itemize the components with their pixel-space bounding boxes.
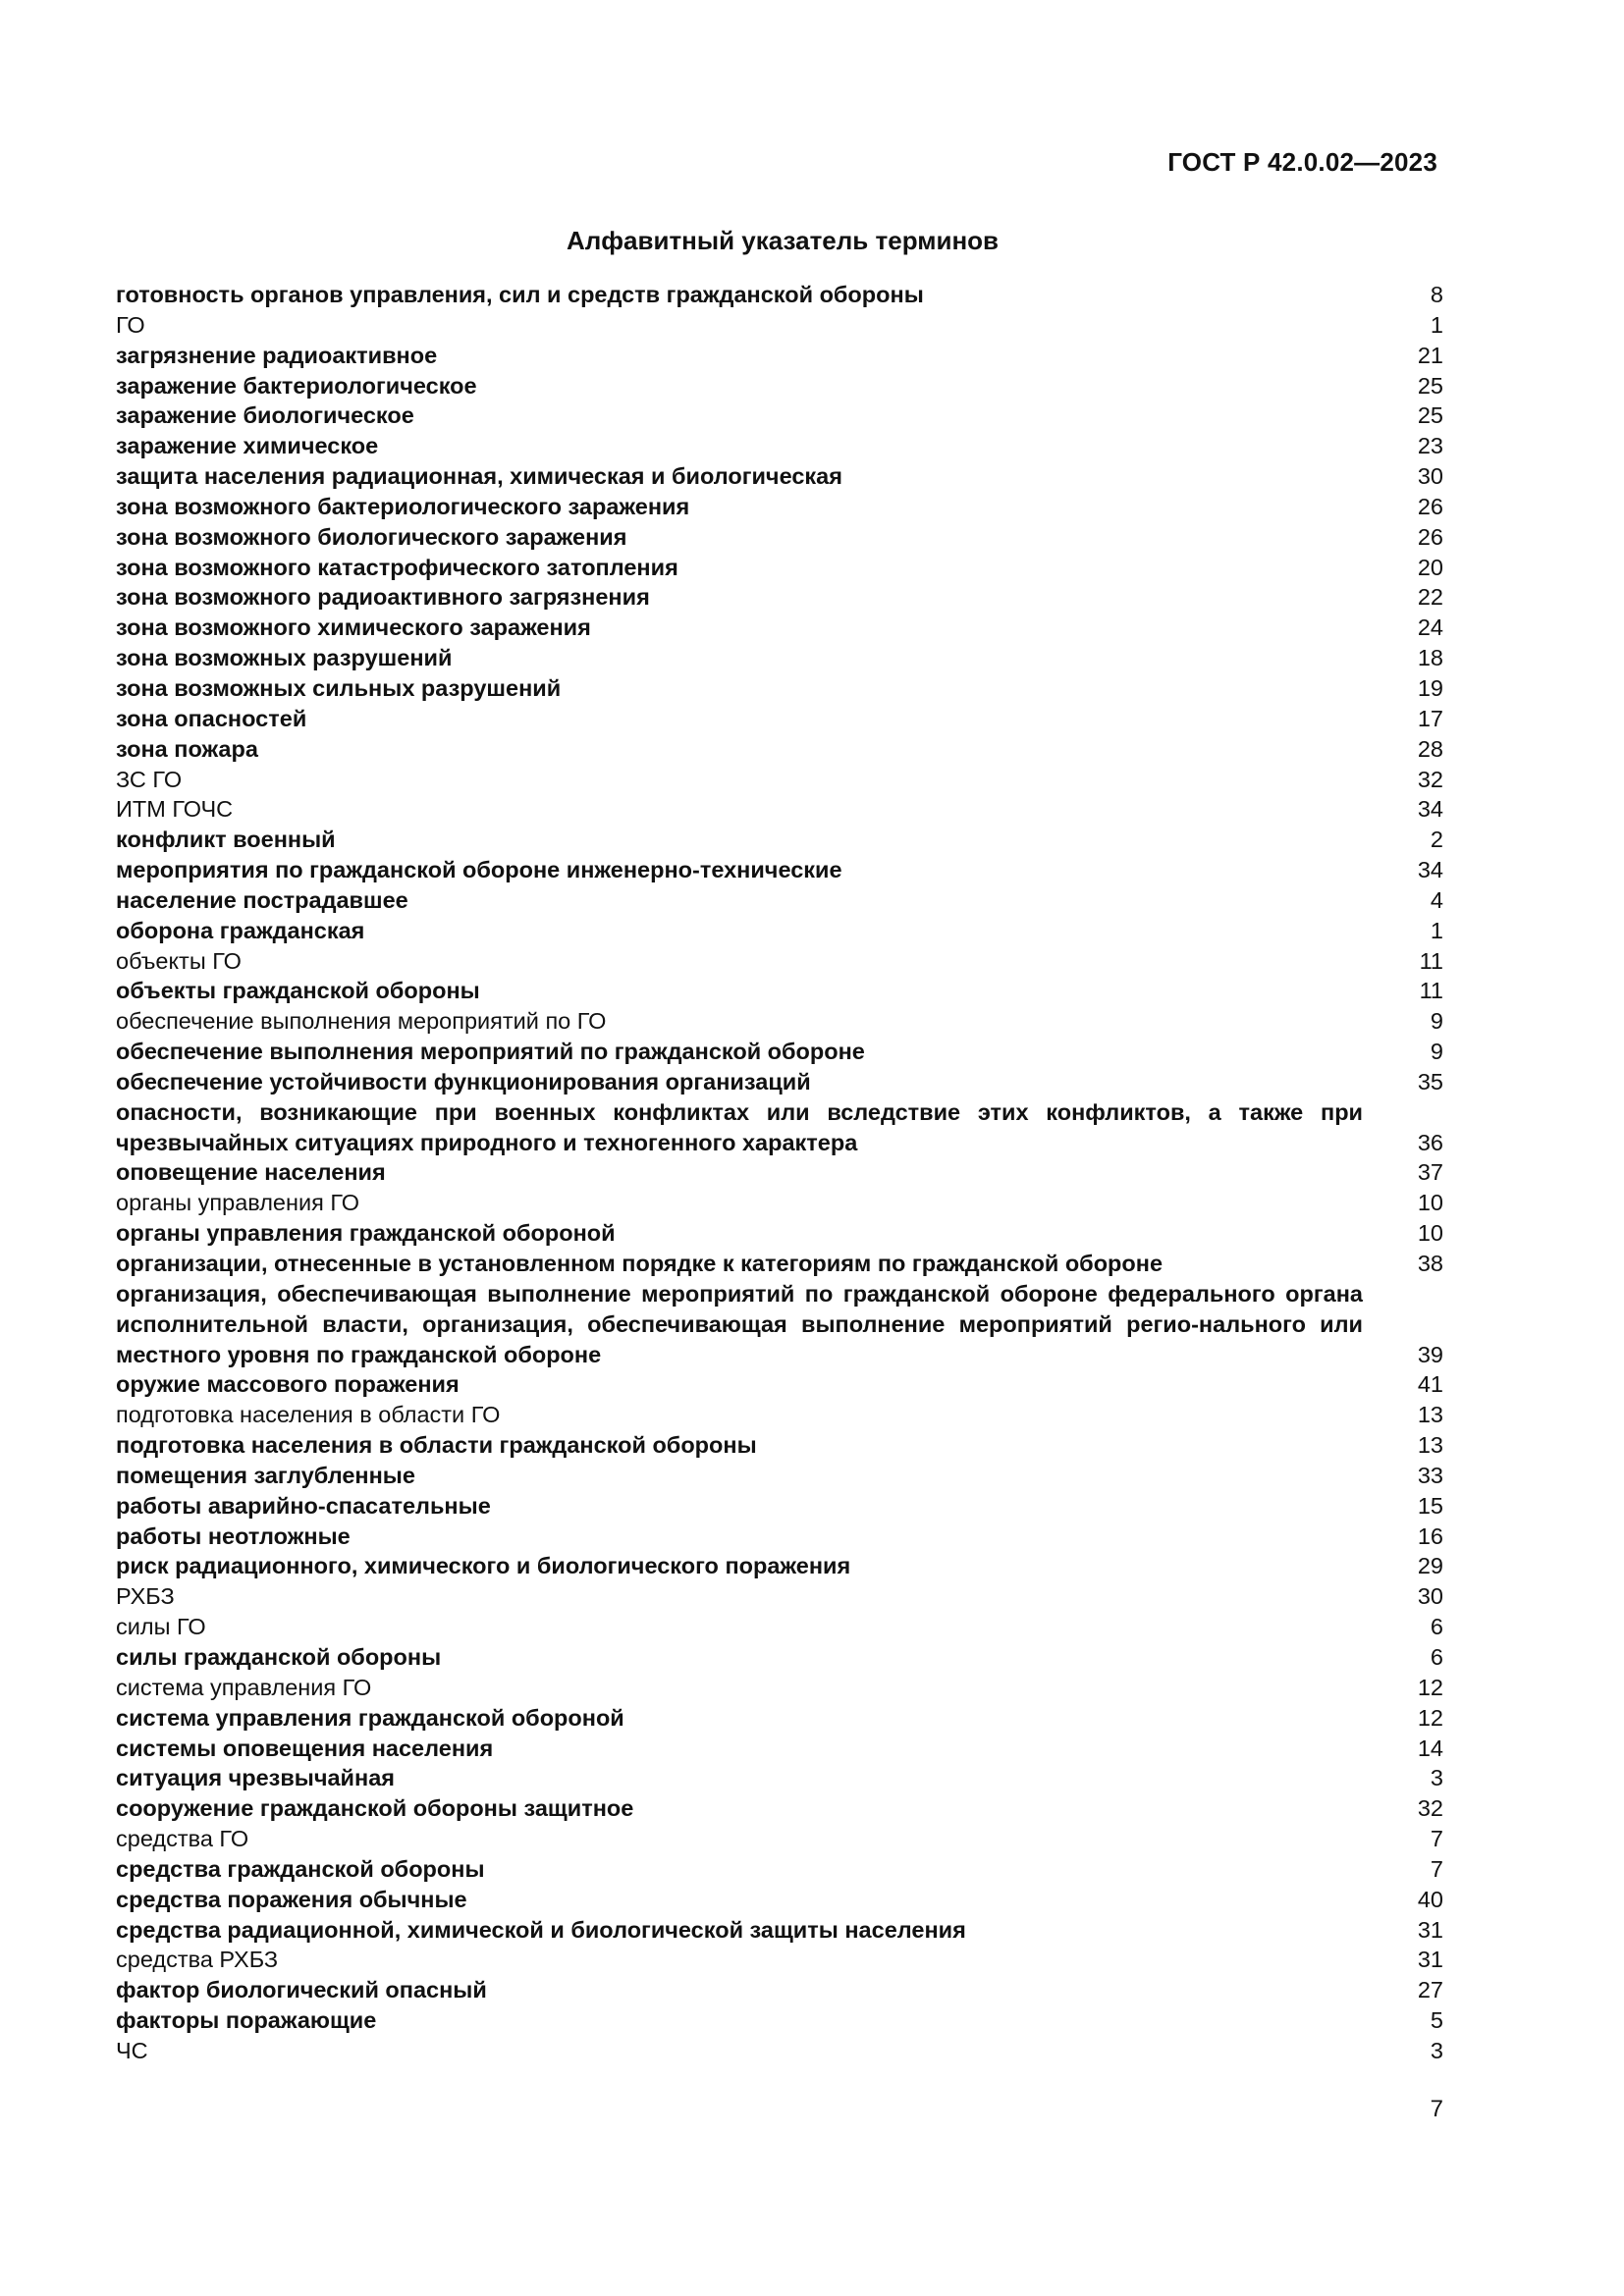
index-entry: [116, 1491, 1443, 1522]
index-term-number: 12: [1417, 1674, 1443, 1700]
index-term-number: 31: [1417, 1947, 1443, 1973]
index-entry: [116, 341, 1443, 371]
index-term-number: 35: [1417, 1068, 1443, 1095]
index-term: готовность органов управления, сил и средств гражданской обороны: [116, 282, 924, 307]
index-term-number: 2: [1430, 827, 1443, 853]
index-term-number: 34: [1417, 857, 1443, 883]
index-entry: [116, 765, 1443, 795]
index-term-number: 5: [1430, 2007, 1443, 2034]
index-term: обеспечение устойчивости функционирования организаций: [116, 1068, 811, 1095]
index-term: заражение биологическое: [116, 402, 414, 429]
index-term-number: 14: [1417, 1735, 1443, 1761]
index-entry: [116, 946, 1443, 977]
index-term: мероприятия по гражданской обороне инженерно-технические: [116, 857, 842, 883]
index-term-number: 3: [1430, 2037, 1443, 2063]
index-term-number: 3: [1430, 1765, 1443, 1791]
index-entry: [116, 885, 1443, 916]
index-term: помещения заглубленные: [116, 1462, 415, 1488]
index-term: зона пожара: [116, 735, 258, 762]
index-term-number: 13: [1417, 1402, 1443, 1428]
index-entry: [116, 492, 1443, 522]
index-term: зона возможного катастрофического затопления: [116, 554, 678, 580]
index-entry: [116, 1249, 1443, 1279]
index-term: работы неотложные: [116, 1522, 351, 1549]
index-term-number: 10: [1417, 1190, 1443, 1216]
index-term: оповещение населения: [116, 1159, 386, 1186]
index-term: силы гражданской обороны: [116, 1643, 442, 1670]
index-entry: [116, 1369, 1443, 1400]
index-term-number: 37: [1417, 1159, 1443, 1186]
index-term-number: 11: [1419, 947, 1443, 974]
index-term: система управления ГО: [116, 1674, 372, 1700]
index-entry: [116, 1581, 1443, 1612]
index-term-number: 8: [1430, 282, 1443, 307]
index-term-number: 23: [1417, 433, 1443, 459]
index-term: загрязнение радиоактивное: [116, 342, 438, 368]
index-entry: [116, 643, 1443, 673]
term-index-list: [116, 280, 1443, 2066]
index-term: средства РХБЗ: [116, 1947, 279, 1973]
index-term-number: 17: [1417, 705, 1443, 731]
page-number: 7: [1430, 2096, 1443, 2122]
index-entry: [116, 1975, 1443, 2005]
index-term-number: 18: [1417, 645, 1443, 671]
index-entry: [116, 673, 1443, 704]
index-term: опасности, возникающие при военных конфликтах или вследствие этих конфликтов, а также при чрезвычайных ситуациях природного и техногенного характера: [116, 1098, 1363, 1155]
index-entry: [116, 613, 1443, 643]
index-entry: [116, 855, 1443, 885]
index-term-number: 40: [1417, 1886, 1443, 1912]
index-entry: [116, 1612, 1443, 1642]
index-term: объекты гражданской обороны: [116, 978, 480, 1004]
index-entry: [116, 1461, 1443, 1491]
index-term: заражение химическое: [116, 433, 379, 459]
index-term: ЧС: [116, 2037, 148, 2063]
index-term-number: 10: [1417, 1220, 1443, 1247]
index-entry: [116, 582, 1443, 613]
index-term-number: 9: [1430, 1008, 1443, 1035]
index-entry: [116, 431, 1443, 461]
index-entry: [116, 400, 1443, 431]
index-entry: [116, 1400, 1443, 1430]
index-entry: [116, 1824, 1443, 1854]
index-term-number: 34: [1417, 796, 1443, 823]
index-term: риск радиационного, химического и биологического поражения: [116, 1553, 851, 1579]
index-entry: [116, 1673, 1443, 1703]
index-term: зона возможного бактериологического заражения: [116, 493, 690, 519]
index-entry: [116, 794, 1443, 825]
index-term-number: 32: [1417, 766, 1443, 792]
index-entry: [116, 1703, 1443, 1734]
index-term-number: 1: [1430, 917, 1443, 943]
index-entry: [116, 461, 1443, 492]
index-entry: [116, 825, 1443, 855]
index-entry: [116, 280, 1443, 310]
index-term-number: 39: [1417, 1341, 1443, 1367]
index-term: обеспечение выполнения мероприятий по гражданской обороне: [116, 1039, 865, 1065]
index-term: ЗС ГО: [116, 766, 183, 792]
index-entry: [116, 522, 1443, 553]
index-term-number: 28: [1417, 735, 1443, 762]
index-term-number: 1: [1430, 311, 1443, 338]
index-entry: [116, 1279, 1443, 1370]
index-term-number: 6: [1430, 1614, 1443, 1640]
index-entry: [116, 1551, 1443, 1581]
index-entry: [116, 1157, 1443, 1188]
index-term-number: 21: [1417, 342, 1443, 368]
index-term: РХБЗ: [116, 1583, 175, 1610]
index-entry: [116, 1218, 1443, 1249]
index-entry: [116, 371, 1443, 401]
index-term-number: 31: [1417, 1916, 1443, 1943]
index-term: ситуация чрезвычайная: [116, 1765, 395, 1791]
index-entry: [116, 1006, 1443, 1037]
index-term: средства радиационной, химической и биологической защиты населения: [116, 1916, 966, 1943]
index-term-number: 26: [1417, 523, 1443, 550]
index-term-number: 22: [1417, 584, 1443, 611]
document-code: ГОСТ Р 42.0.02—2023: [1167, 147, 1437, 177]
index-term-number: 32: [1417, 1795, 1443, 1822]
index-term: объекты ГО: [116, 947, 242, 974]
index-term-number: 13: [1417, 1432, 1443, 1459]
index-term: фактор биологический опасный: [116, 1977, 487, 2003]
index-entry: [116, 1067, 1443, 1097]
index-term-number: 7: [1430, 1855, 1443, 1882]
index-term: зона опасностей: [116, 705, 307, 731]
index-entry: [116, 1763, 1443, 1793]
index-term-number: 9: [1430, 1039, 1443, 1065]
index-entry: [116, 1945, 1443, 1975]
index-entry: [116, 976, 1443, 1006]
index-entry: [116, 2005, 1443, 2036]
index-term-number: 38: [1417, 1251, 1443, 1276]
index-term: оборона гражданская: [116, 917, 365, 943]
index-term: обеспечение выполнения мероприятий по ГО: [116, 1008, 607, 1035]
index-term: организации, отнесенные в установленном порядке к категориям по гражданской обороне: [116, 1251, 1164, 1276]
index-term: системы оповещения населения: [116, 1735, 494, 1761]
index-entry: [116, 1097, 1443, 1158]
index-entry: [116, 1915, 1443, 1946]
index-term: подготовка населения в области ГО: [116, 1402, 501, 1428]
index-entry: [116, 1885, 1443, 1915]
index-term: ГО: [116, 311, 145, 338]
index-entry: [116, 1522, 1443, 1552]
index-term: зона возможного радиоактивного загрязнения: [116, 584, 650, 611]
index-term: работы аварийно-спасательные: [116, 1492, 491, 1519]
index-term: ИТМ ГОЧС: [116, 796, 234, 823]
index-term-number: 41: [1417, 1371, 1443, 1398]
index-term-number: 19: [1417, 674, 1443, 701]
index-term-number: 25: [1417, 372, 1443, 399]
index-term-number: 4: [1430, 886, 1443, 913]
index-term: зона возможных разрушений: [116, 645, 453, 671]
index-entry: [116, 1642, 1443, 1673]
index-term-number: 26: [1417, 493, 1443, 519]
index-term: зона возможного биологического заражения: [116, 523, 627, 550]
index-term: система управления гражданской обороной: [116, 1704, 624, 1731]
index-term: население пострадавшее: [116, 886, 408, 913]
index-entry: [116, 704, 1443, 734]
index-term-number: 12: [1417, 1704, 1443, 1731]
index-term: зона возможного химического заражения: [116, 614, 591, 641]
index-entry: [116, 1793, 1443, 1824]
index-term: подготовка населения в области гражданской обороны: [116, 1432, 757, 1459]
index-title: Алфавитный указатель терминов: [566, 226, 1000, 255]
index-entry: [116, 734, 1443, 765]
index-term: конфликт военный: [116, 827, 336, 853]
index-entry: [116, 1734, 1443, 1764]
index-entry: [116, 553, 1443, 583]
index-term: зона возможных сильных разрушений: [116, 674, 562, 701]
index-term-number: 20: [1417, 554, 1443, 580]
index-term: органы управления ГО: [116, 1190, 360, 1216]
index-term-number: 11: [1419, 978, 1443, 1004]
index-term: сооружение гражданской обороны защитное: [116, 1795, 634, 1822]
index-term: заражение бактериологическое: [116, 372, 477, 399]
index-entry: [116, 1188, 1443, 1218]
index-term-number: 25: [1417, 402, 1443, 429]
index-term: оружие массового поражения: [116, 1371, 460, 1398]
index-entry: [116, 1854, 1443, 1885]
index-term-number: 29: [1417, 1553, 1443, 1579]
index-entry: [116, 1037, 1443, 1067]
index-term-number: 27: [1417, 1977, 1443, 2003]
index-term-number: 15: [1417, 1492, 1443, 1519]
index-term-number: 24: [1417, 614, 1443, 641]
index-term-number: 6: [1430, 1643, 1443, 1670]
index-term: средства поражения обычные: [116, 1886, 467, 1912]
index-term-number: 30: [1417, 1583, 1443, 1610]
index-term: органы управления гражданской обороной: [116, 1220, 616, 1247]
index-term: средства ГО: [116, 1826, 249, 1852]
index-entry: [116, 310, 1443, 341]
index-term-number: 33: [1417, 1462, 1443, 1488]
index-term-number: 30: [1417, 463, 1443, 490]
index-term-number: 7: [1430, 1826, 1443, 1852]
index-term: защита населения радиационная, химическая и биологическая: [116, 463, 842, 490]
index-entry: [116, 916, 1443, 946]
index-term: силы ГО: [116, 1614, 206, 1640]
index-entry: [116, 1430, 1443, 1461]
index-term: факторы поражающие: [116, 2007, 377, 2034]
index-term: организация, обеспечивающая выполнение мероприятий по гражданской обороне федерального органа исполнительной власти, организация, обеспечивающая выполнение мероприятий регио-нального или местного уровня по гражданской обороне: [116, 1280, 1363, 1367]
index-entry: [116, 2036, 1443, 2066]
index-term: средства гражданской обороны: [116, 1855, 485, 1882]
index-term-number: 36: [1417, 1129, 1443, 1155]
index-term-number: 16: [1417, 1522, 1443, 1549]
